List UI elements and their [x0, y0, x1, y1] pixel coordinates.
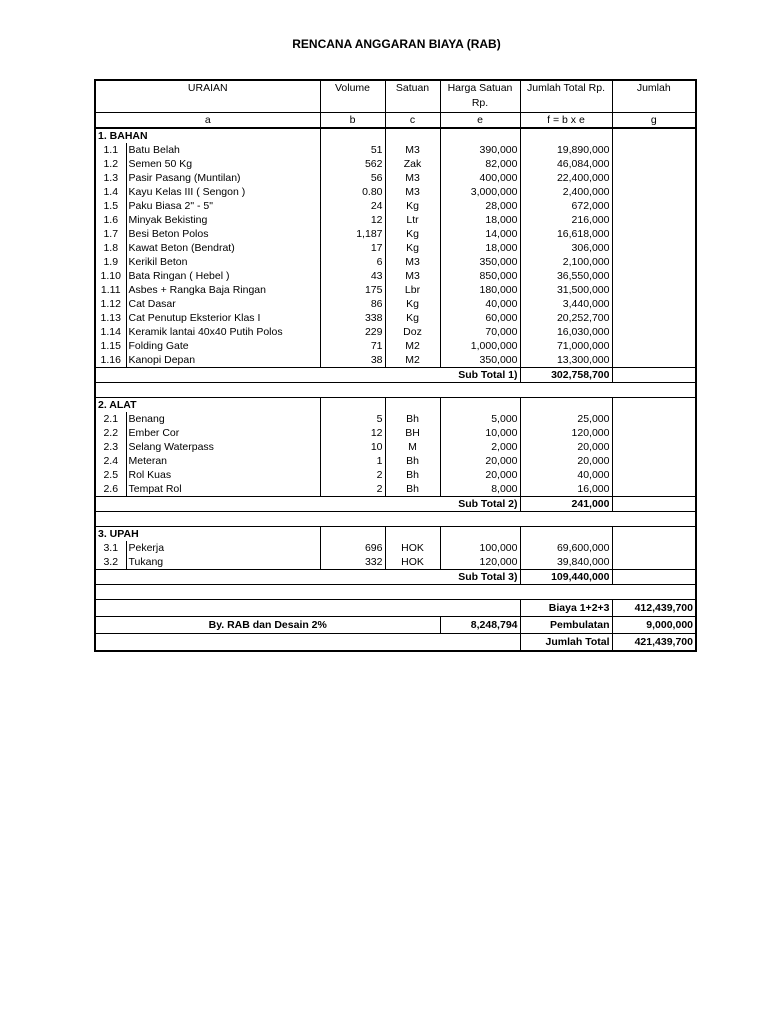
item-row	[95, 325, 696, 339]
item-volume: 562	[320, 157, 385, 171]
item-row	[95, 339, 696, 353]
item-description: Benang	[126, 412, 320, 426]
biaya-value: 412,439,700	[612, 600, 696, 617]
header-uraian: URAIAN	[95, 80, 320, 113]
item-volume: 56	[320, 171, 385, 185]
item-jumlah	[612, 353, 696, 368]
item-unit: Bh	[385, 482, 440, 497]
item-row	[95, 482, 696, 497]
empty-cell	[385, 527, 440, 542]
item-number: 1.8	[95, 241, 126, 255]
item-volume: 12	[320, 426, 385, 440]
item-total: 69,600,000	[520, 541, 612, 555]
item-unit: Lbr	[385, 283, 440, 297]
item-number: 2.4	[95, 454, 126, 468]
item-volume: 696	[320, 541, 385, 555]
item-unit-price: 350,000	[440, 353, 520, 368]
item-total: 13,300,000	[520, 353, 612, 368]
item-unit: Doz	[385, 325, 440, 339]
item-jumlah	[612, 412, 696, 426]
item-unit: Kg	[385, 297, 440, 311]
pembulatan-label: Pembulatan	[520, 617, 612, 634]
item-description: Minyak Bekisting	[126, 213, 320, 227]
biaya-total-row	[95, 600, 696, 617]
item-total: 22,400,000	[520, 171, 612, 185]
item-total: 120,000	[520, 426, 612, 440]
subtotal-row	[95, 368, 696, 383]
item-total: 3,440,000	[520, 297, 612, 311]
subtotal-value: 302,758,700	[520, 368, 612, 383]
item-unit-price: 10,000	[440, 426, 520, 440]
blank-row	[95, 512, 696, 527]
section-name: 2. ALAT	[95, 398, 320, 413]
rab-desain-value: 8,248,794	[440, 617, 520, 634]
jumlah-total-row	[95, 634, 696, 652]
item-row	[95, 171, 696, 185]
item-description: Kayu Kelas III ( Sengon )	[126, 185, 320, 199]
item-unit: HOK	[385, 555, 440, 570]
item-number: 2.5	[95, 468, 126, 482]
jumlah-total-spacer	[95, 634, 520, 652]
section-name: 1. BAHAN	[95, 128, 320, 143]
item-unit-price: 180,000	[440, 283, 520, 297]
item-unit: M2	[385, 353, 440, 368]
empty-cell	[520, 128, 612, 143]
item-unit-price: 20,000	[440, 454, 520, 468]
item-number: 2.2	[95, 426, 126, 440]
item-row	[95, 213, 696, 227]
item-row	[95, 353, 696, 368]
item-unit-price: 2,000	[440, 440, 520, 454]
item-number: 1.7	[95, 227, 126, 241]
biaya-spacer	[95, 600, 520, 617]
empty-cell	[385, 398, 440, 413]
item-total: 39,840,000	[520, 555, 612, 570]
item-volume: 6	[320, 255, 385, 269]
item-number: 2.3	[95, 440, 126, 454]
item-number: 1.12	[95, 297, 126, 311]
item-row	[95, 143, 696, 157]
item-row	[95, 555, 696, 570]
item-volume: 38	[320, 353, 385, 368]
item-volume: 86	[320, 297, 385, 311]
item-volume: 2	[320, 468, 385, 482]
blank-cell	[95, 383, 696, 398]
section-header-row	[95, 398, 696, 413]
item-number: 1.11	[95, 283, 126, 297]
subtotal-label: Sub Total 1)	[95, 368, 520, 383]
biaya-label: Biaya 1+2+3	[520, 600, 612, 617]
item-jumlah	[612, 339, 696, 353]
item-row	[95, 185, 696, 199]
rab-table	[94, 79, 697, 652]
item-number: 1.4	[95, 185, 126, 199]
item-description: Paku Biasa 2" - 5"	[126, 199, 320, 213]
item-unit-price: 70,000	[440, 325, 520, 339]
empty-cell	[612, 527, 696, 542]
item-description: Pekerja	[126, 541, 320, 555]
header-jumlah: Jumlah	[612, 80, 696, 113]
subtotal-row	[95, 570, 696, 585]
item-volume: 5	[320, 412, 385, 426]
empty-cell	[320, 527, 385, 542]
item-unit: HOK	[385, 541, 440, 555]
item-row	[95, 269, 696, 283]
subtotal-row	[95, 497, 696, 512]
item-row	[95, 283, 696, 297]
item-jumlah	[612, 255, 696, 269]
item-description: Kanopi Depan	[126, 353, 320, 368]
item-row	[95, 241, 696, 255]
item-unit-price: 60,000	[440, 311, 520, 325]
rab-table-body	[95, 80, 696, 651]
item-unit: Bh	[385, 468, 440, 482]
letter-e: e	[440, 113, 520, 129]
letter-c: c	[385, 113, 440, 129]
item-unit-price: 14,000	[440, 227, 520, 241]
item-description: Meteran	[126, 454, 320, 468]
item-unit: BH	[385, 426, 440, 440]
empty-cell	[385, 128, 440, 143]
item-unit-price: 5,000	[440, 412, 520, 426]
item-unit: Zak	[385, 157, 440, 171]
item-unit: M3	[385, 143, 440, 157]
item-unit-price: 20,000	[440, 468, 520, 482]
item-number: 1.9	[95, 255, 126, 269]
item-jumlah	[612, 325, 696, 339]
rab-desain-row	[95, 617, 696, 634]
item-unit-price: 350,000	[440, 255, 520, 269]
item-jumlah	[612, 297, 696, 311]
item-unit: M3	[385, 171, 440, 185]
item-row	[95, 297, 696, 311]
item-description: Kerikil Beton	[126, 255, 320, 269]
item-unit-price: 1,000,000	[440, 339, 520, 353]
section-name: 3. UPAH	[95, 527, 320, 542]
item-row	[95, 311, 696, 325]
item-total: 31,500,000	[520, 283, 612, 297]
item-description: Tukang	[126, 555, 320, 570]
item-jumlah	[612, 171, 696, 185]
item-total: 46,084,000	[520, 157, 612, 171]
item-unit: Ltr	[385, 213, 440, 227]
item-number: 1.10	[95, 269, 126, 283]
empty-cell	[440, 398, 520, 413]
item-unit-price: 390,000	[440, 143, 520, 157]
header-harga-satuan: Harga Satuan Rp.	[440, 80, 520, 113]
empty-cell	[520, 398, 612, 413]
item-row	[95, 255, 696, 269]
item-jumlah	[612, 482, 696, 497]
item-volume: 17	[320, 241, 385, 255]
section-header-row	[95, 128, 696, 143]
item-jumlah	[612, 213, 696, 227]
empty-cell	[612, 368, 696, 383]
item-total: 40,000	[520, 468, 612, 482]
item-description: Batu Belah	[126, 143, 320, 157]
item-unit: M3	[385, 255, 440, 269]
item-description: Semen 50 Kg	[126, 157, 320, 171]
item-unit: Kg	[385, 227, 440, 241]
item-volume: 12	[320, 213, 385, 227]
item-total: 672,000	[520, 199, 612, 213]
item-unit-price: 850,000	[440, 269, 520, 283]
item-description: Cat Dasar	[126, 297, 320, 311]
item-total: 20,000	[520, 440, 612, 454]
item-row	[95, 199, 696, 213]
item-number: 1.3	[95, 171, 126, 185]
item-number: 1.15	[95, 339, 126, 353]
item-volume: 2	[320, 482, 385, 497]
item-jumlah	[612, 555, 696, 570]
header-jumlah-total: Jumlah Total Rp.	[520, 80, 612, 113]
item-row	[95, 157, 696, 171]
header-satuan: Satuan	[385, 80, 440, 113]
empty-cell	[612, 497, 696, 512]
item-jumlah	[612, 283, 696, 297]
item-unit: M3	[385, 269, 440, 283]
item-jumlah	[612, 185, 696, 199]
item-number: 1.2	[95, 157, 126, 171]
item-row	[95, 227, 696, 241]
item-total: 36,550,000	[520, 269, 612, 283]
item-jumlah	[612, 440, 696, 454]
document-title: RENCANA ANGGARAN BIAYA (RAB)	[292, 37, 501, 51]
item-total: 2,400,000	[520, 185, 612, 199]
item-volume: 1,187	[320, 227, 385, 241]
rab-desain-label: By. RAB dan Desain 2%	[95, 617, 440, 634]
item-volume: 0.80	[320, 185, 385, 199]
letter-b: b	[320, 113, 385, 129]
item-unit-price: 120,000	[440, 555, 520, 570]
item-unit: Bh	[385, 454, 440, 468]
empty-cell	[520, 527, 612, 542]
item-total: 20,000	[520, 454, 612, 468]
pembulatan-value: 9,000,000	[612, 617, 696, 634]
item-jumlah	[612, 468, 696, 482]
header-row	[95, 80, 696, 113]
item-description: Selang Waterpass	[126, 440, 320, 454]
item-jumlah	[612, 199, 696, 213]
item-volume: 24	[320, 199, 385, 213]
item-unit-price: 400,000	[440, 171, 520, 185]
item-total: 20,252,700	[520, 311, 612, 325]
empty-cell	[612, 570, 696, 585]
item-description: Cat Penutup Eksterior Klas I	[126, 311, 320, 325]
item-number: 3.1	[95, 541, 126, 555]
item-number: 2.6	[95, 482, 126, 497]
item-total: 19,890,000	[520, 143, 612, 157]
blank-cell	[95, 585, 696, 600]
item-description: Asbes + Rangka Baja Ringan	[126, 283, 320, 297]
item-description: Rol Kuas	[126, 468, 320, 482]
item-jumlah	[612, 426, 696, 440]
letter-g: g	[612, 113, 696, 129]
item-jumlah	[612, 541, 696, 555]
item-row	[95, 468, 696, 482]
item-row	[95, 541, 696, 555]
item-unit-price: 82,000	[440, 157, 520, 171]
item-unit-price: 3,000,000	[440, 185, 520, 199]
item-description: Ember Cor	[126, 426, 320, 440]
item-total: 16,618,000	[520, 227, 612, 241]
item-total: 71,000,000	[520, 339, 612, 353]
item-unit-price: 8,000	[440, 482, 520, 497]
item-volume: 229	[320, 325, 385, 339]
item-description: Folding Gate	[126, 339, 320, 353]
item-total: 306,000	[520, 241, 612, 255]
blank-row	[95, 383, 696, 398]
item-jumlah	[612, 454, 696, 468]
item-unit: Bh	[385, 412, 440, 426]
item-description: Tempat Rol	[126, 482, 320, 497]
item-volume: 1	[320, 454, 385, 468]
column-letter-row	[95, 113, 696, 129]
item-number: 1.13	[95, 311, 126, 325]
item-unit: Kg	[385, 241, 440, 255]
item-row	[95, 454, 696, 468]
item-jumlah	[612, 311, 696, 325]
jumlah-total-label: Jumlah Total	[520, 634, 612, 652]
subtotal-value: 241,000	[520, 497, 612, 512]
letter-a: a	[95, 113, 320, 129]
item-row	[95, 440, 696, 454]
item-number: 1.5	[95, 199, 126, 213]
item-jumlah	[612, 227, 696, 241]
item-description: Keramik lantai 40x40 Putih Polos	[126, 325, 320, 339]
item-description: Kawat Beton (Bendrat)	[126, 241, 320, 255]
subtotal-label: Sub Total 2)	[95, 497, 520, 512]
section-header-row	[95, 527, 696, 542]
item-total: 216,000	[520, 213, 612, 227]
item-number: 3.2	[95, 555, 126, 570]
item-unit: M2	[385, 339, 440, 353]
empty-cell	[320, 128, 385, 143]
blank-cell	[95, 512, 696, 527]
item-number: 1.14	[95, 325, 126, 339]
empty-cell	[612, 128, 696, 143]
item-volume: 43	[320, 269, 385, 283]
item-jumlah	[612, 157, 696, 171]
item-volume: 71	[320, 339, 385, 353]
item-volume: 332	[320, 555, 385, 570]
item-description: Bata Ringan ( Hebel )	[126, 269, 320, 283]
item-total: 16,030,000	[520, 325, 612, 339]
item-number: 1.6	[95, 213, 126, 227]
item-number: 2.1	[95, 412, 126, 426]
item-unit: Kg	[385, 199, 440, 213]
item-total: 25,000	[520, 412, 612, 426]
item-unit: Kg	[385, 311, 440, 325]
item-unit-price: 18,000	[440, 213, 520, 227]
header-volume: Volume	[320, 80, 385, 113]
empty-cell	[440, 128, 520, 143]
item-number: 1.1	[95, 143, 126, 157]
item-description: Pasir Pasang (Muntilan)	[126, 171, 320, 185]
item-unit-price: 40,000	[440, 297, 520, 311]
item-unit: M	[385, 440, 440, 454]
item-row	[95, 412, 696, 426]
subtotal-value: 109,440,000	[520, 570, 612, 585]
item-number: 1.16	[95, 353, 126, 368]
empty-cell	[612, 398, 696, 413]
jumlah-total-value: 421,439,700	[612, 634, 696, 652]
item-unit-price: 28,000	[440, 199, 520, 213]
empty-cell	[320, 398, 385, 413]
empty-cell	[440, 527, 520, 542]
item-volume: 175	[320, 283, 385, 297]
subtotal-label: Sub Total 3)	[95, 570, 520, 585]
item-total: 2,100,000	[520, 255, 612, 269]
item-unit-price: 18,000	[440, 241, 520, 255]
item-volume: 10	[320, 440, 385, 454]
blank-row	[95, 585, 696, 600]
item-jumlah	[612, 269, 696, 283]
item-unit-price: 100,000	[440, 541, 520, 555]
item-volume: 51	[320, 143, 385, 157]
item-jumlah	[612, 143, 696, 157]
letter-f: f = b x e	[520, 113, 612, 129]
item-row	[95, 426, 696, 440]
item-volume: 338	[320, 311, 385, 325]
item-description: Besi Beton Polos	[126, 227, 320, 241]
item-jumlah	[612, 241, 696, 255]
item-total: 16,000	[520, 482, 612, 497]
item-unit: M3	[385, 185, 440, 199]
